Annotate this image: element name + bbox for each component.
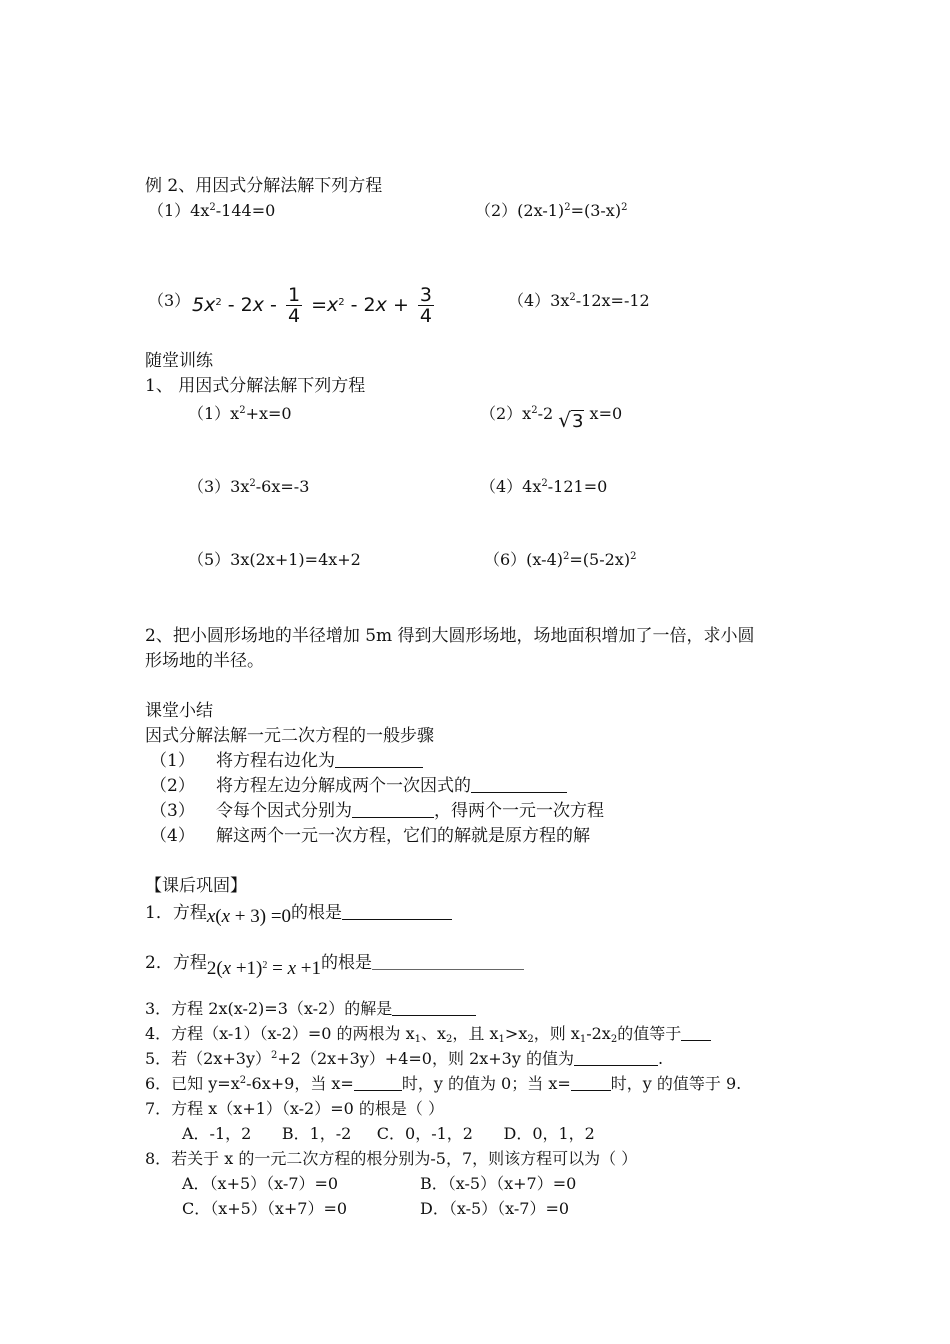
ex2-problem-3-equation: $5x^2 - 2x$ - $\frac{1}{4}$ $=x^2 - 2x$ + $\frac{3}{4}$ [192, 284, 432, 327]
blank-line [354, 1074, 402, 1091]
blank-line [571, 1074, 611, 1091]
homework-q2: 2．方程$2(x +1)^2 = x +1$的根是 [145, 952, 524, 980]
summary-step-1: 将方程右边化为 [216, 750, 423, 772]
homework-q5: 5．若$(2x+3y)^2+2(2x+3y)+4=0$，则 2x+3y 的值为 . [145, 1049, 664, 1068]
practice-item-4: $(4)4x^2-121=0$ [480, 477, 608, 496]
homework-q7-options: A．-1，2 B．1，-2 C．0，-1，2 D．0，1，2 [182, 1124, 595, 1143]
homework-q8-option-c: C．（x+5）（x+7）=0 [182, 1199, 348, 1218]
summary-title: 课堂小结 [145, 701, 213, 721]
blank-line [342, 903, 452, 920]
ex2-problem-4: $(4)3x^2-12x=-12$ [508, 291, 650, 310]
homework-q8-option-b: B．（x-5）（x+7）=0 [420, 1174, 577, 1193]
homework-q3: 3．方程 2x(x-2)=3（x-2）的解是 [145, 998, 476, 1020]
summary-step-3-num: （3） [150, 801, 195, 821]
practice-title: 随堂训练 [145, 351, 213, 371]
blank-line [574, 1049, 658, 1066]
practice-q2-line-2: 形场地的半径。 [145, 651, 264, 671]
summary-step-4: 解这两个一元一次方程，它们的解就是原方程的解 [216, 826, 590, 846]
homework-q8: 8．若关于 x 的一元二次方程的根分别为-5，7，则该方程可以为（ ） [145, 1149, 638, 1168]
homework-q4: 4．方程（x-1）（x-2）=0 的两根为 $x_1$、$x_2$，且 $x_1>x_2$，则 $x_1-2x_2$的值等于 [145, 1023, 711, 1045]
ex2-problem-1: $(1)4x^2-144=0$ [148, 201, 276, 220]
blank-line [352, 801, 434, 818]
practice-q2-line-1: 2、把小圆形场地的半径增加 5m 得到大圆形场地，场地面积增加了一倍，求小圆 [145, 626, 755, 646]
homework-q8-option-d: D．（x-5）（x-7）=0 [420, 1199, 570, 1218]
summary-subtitle: 因式分解法解一元二次方程的一般步骤 [145, 726, 434, 746]
summary-step-2: 将方程左边分解成两个一次因式的 [216, 775, 567, 797]
homework-q7: 7．方程 x（x+1）（x-2）=0 的根是（ ） [145, 1099, 444, 1118]
blank-line [471, 776, 567, 793]
practice-item-2: $(2)x^2-2$ √3 x=0 [480, 404, 623, 432]
homework-q8-option-a: A．（x+5）（x-7）=0 [182, 1174, 339, 1193]
practice-item-5: （5）3x(2x+1)=4x+2 [188, 550, 361, 569]
ex2-problem-2: $(2)(2x-1)^2=(3-x)^2$ [475, 201, 628, 220]
blank-line [372, 953, 524, 970]
homework-title: 【课后巩固】 [145, 876, 247, 896]
summary-step-4-num: （4） [150, 826, 195, 846]
homework-q6: 6．已知 $y=x^2-6x+9$，当 x= 时，y 的值为 0；当 x= 时，y 的值等于 9. [145, 1074, 742, 1093]
blank-line [392, 999, 476, 1016]
example-2-title: 例 2、用因式分解法解下列方程 [145, 176, 383, 196]
practice-q1-title: 1、 用因式分解法解下列方程 [145, 376, 366, 396]
blank-line [681, 1024, 711, 1041]
practice-item-6: $(6)(x-4)^2=(5-2x)^2$ [484, 550, 637, 569]
ex2-problem-3-label: （3） [148, 291, 191, 310]
homework-q1: 1．方程x(x + 3) =0的根是 [145, 902, 452, 928]
summary-step-1-num: （1） [150, 751, 195, 771]
blank-line [335, 751, 423, 768]
practice-item-3: $(3)3x^2-6x=-3$ [188, 477, 310, 496]
summary-step-3: 令每个因式分别为 ，得两个一元一次方程 [216, 801, 604, 821]
practice-item-1: $(1)x^2+x=0$ [188, 404, 292, 423]
summary-step-2-num: （2） [150, 776, 195, 796]
